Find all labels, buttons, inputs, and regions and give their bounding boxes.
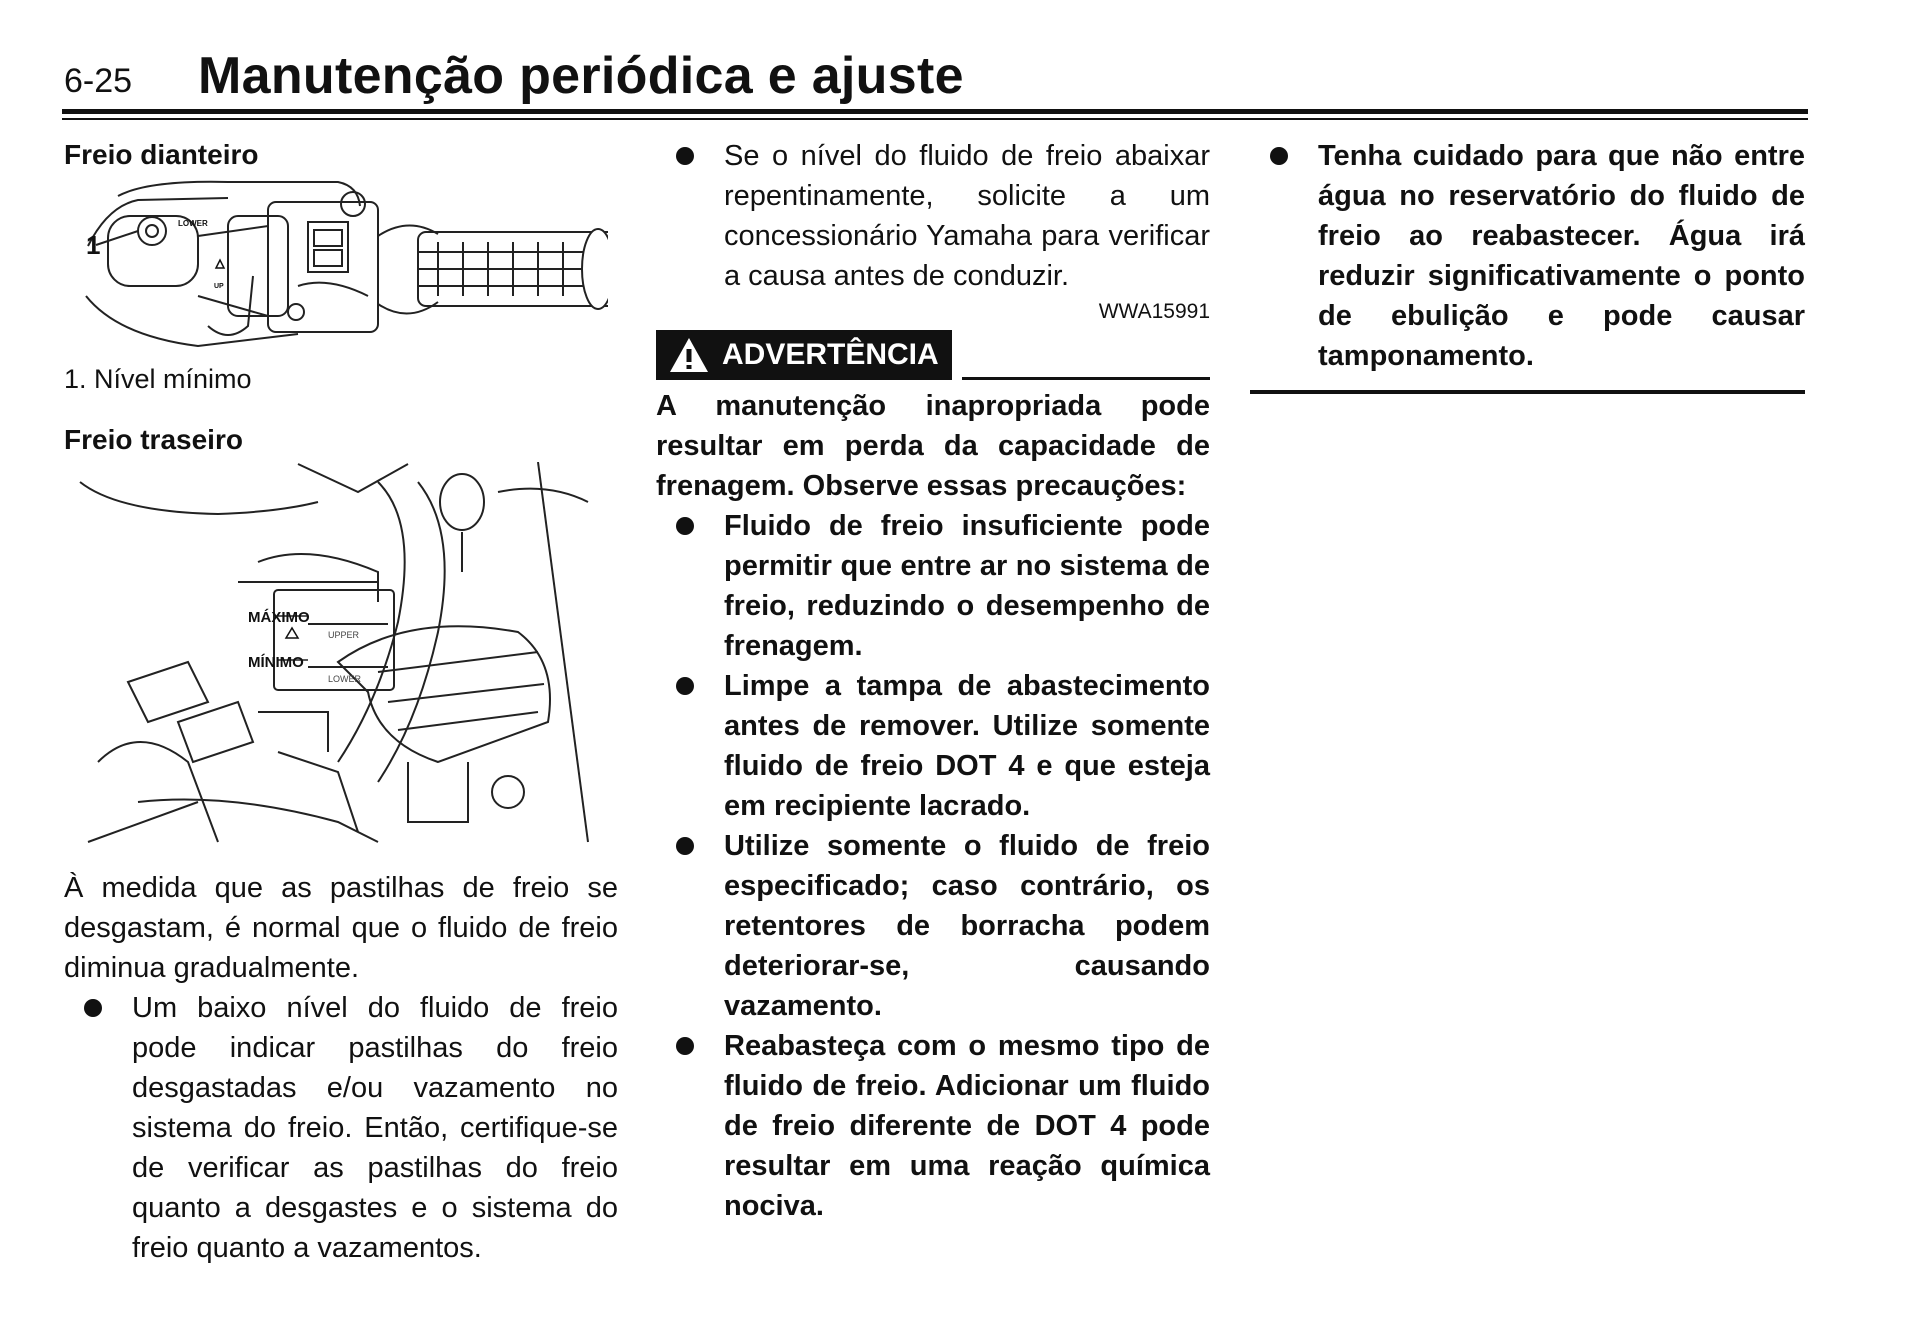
front-figure-caption: 1. Nível mínimo: [64, 364, 252, 394]
list-item: Se o nível do fluido de freio abaixar repentinamente, solicite a um concessionário Yamaha para verificar a causa antes de conduzir.: [724, 136, 1210, 296]
rear-max-label: MÁXIMO: [248, 609, 310, 626]
rear-lower-label: LOWER: [328, 674, 362, 684]
warning-triangle-icon: [668, 336, 710, 374]
page-title: Manutenção periódica e ajuste: [198, 47, 964, 105]
bullet-icon: [676, 677, 694, 695]
warning-label: ADVERTÊNCIA: [722, 338, 939, 371]
front-callout-number: 1: [86, 230, 101, 260]
warning-header: [656, 330, 1210, 380]
col1-bullet-list: [132, 988, 618, 1268]
col3-bullet-list: [1318, 136, 1805, 376]
warning-badge: [656, 330, 952, 380]
header-rule-thin: [62, 118, 1808, 120]
warning-code: WWA15991: [1098, 300, 1210, 323]
front-brake-reservoir-illustration: [78, 176, 608, 358]
bullet-icon: [676, 517, 694, 535]
bullet-icon: [676, 837, 694, 855]
list-item: Fluido de freio insuficiente pode permitir que entre ar no sistema de freio, reduzindo o desempenho de frenagem.: [724, 506, 1210, 666]
rear-min-label: MÍNIMO: [248, 654, 304, 671]
fluid-level-paragraph: À medida que as pastilhas de freio se desgastam, é normal que o fluido de freio diminua gradualmente.: [64, 872, 618, 984]
bullet-icon: [676, 147, 694, 165]
bullet-icon: [84, 999, 102, 1017]
front-lower-label: LOWER: [178, 219, 208, 228]
rear-brake-reservoir-illustration: [78, 462, 608, 852]
col2-bullet-list: [724, 136, 1210, 296]
front-brake-heading: Freio dianteiro: [64, 139, 259, 170]
warning-bullet-list: [724, 506, 1210, 1226]
warning-header-rule: [962, 377, 1210, 380]
bullet-icon: [676, 1037, 694, 1055]
warning-intro: A manutenção inapropriada pode resultar em perda da capacidade de frenagem. Observe essas precauções:: [656, 390, 1210, 502]
rear-upper-label: UPPER: [328, 630, 360, 640]
list-item: Utilize somente o fluido de freio especificado; caso contrário, os retentores de borracha podem deteriorar-se, causando vazamento.: [724, 826, 1210, 1026]
front-up-label: UP: [214, 283, 224, 290]
rear-brake-heading: Freio traseiro: [64, 424, 243, 455]
header-rule-thick: [62, 109, 1808, 114]
list-item: Reabasteça com o mesmo tipo de fluido de freio. Adicionar um fluido de freio diferente de DOT 4 pode resultar em uma reação química nociva.: [724, 1026, 1210, 1226]
page-number: 6-25: [64, 62, 133, 100]
list-item: Um baixo nível do fluido de freio pode indicar pastilhas do freio desgastadas e/ou vazamento no sistema do freio. Então, certifique-se de verificar as pastilhas do freio quanto a desgastes e o sistema do freio quanto a vazamentos.: [132, 988, 618, 1268]
bullet-icon: [1270, 147, 1288, 165]
list-item: Tenha cuidado para que não entre água no reservatório do fluido de freio ao reabastecer. Água irá reduzir significativamente o ponto de ebulição e pode causar tamponamento.: [1318, 136, 1805, 376]
list-item: Limpe a tampa de abastecimento antes de remover. Utilize somente fluido de freio DOT 4 e que esteja em recipiente lacrado.: [724, 666, 1210, 826]
warning-end-rule: [1250, 390, 1805, 394]
